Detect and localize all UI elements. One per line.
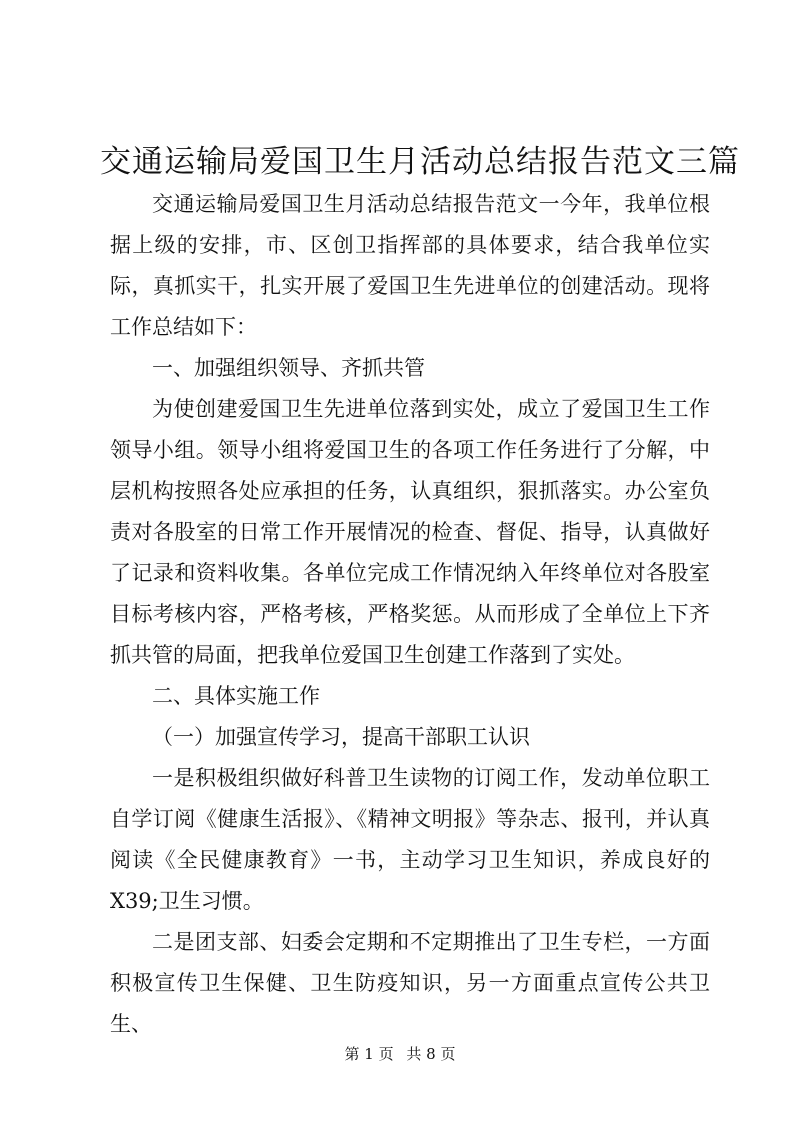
- page-footer: [0, 1044, 800, 1064]
- paragraph-publicity: 二是团支部、妇委会定期和不定期推出了卫生专栏，一方面积极宣传卫生保健、卫生防疫知识，另一方面重点宣传公共卫生、: [110, 930, 710, 1036]
- paragraph-study: 一是积极组织做好科普卫生读物的订阅工作，发动单位职工自学订阅《健康生活报》、《精神文明报》等杂志、报刊，并认真阅读《全民健康教育》一书，主动学习卫生知识，养成良好的X39;卫生习惯。: [110, 766, 710, 913]
- subsection-heading-1: （一）加强宣传学习，提高干部职工认识: [152, 725, 530, 749]
- document-body: [110, 184, 710, 1045]
- page-total: 共 8 页: [406, 1045, 456, 1063]
- section-heading-1: 一、加强组织领导、齐抓共管: [152, 356, 425, 380]
- paragraph-intro: 交通运输局爱国卫生月活动总结报告范文一今年，我单位根据上级的安排，市、区创卫指挥部的具体要求，结合我单位实际，真抓实干，扎实开展了爱国卫生先进单位的创建活动。现将工作总结如下：: [110, 192, 710, 339]
- page-number: 第 1 页: [344, 1045, 394, 1063]
- paragraph-organization: 为使创建爱国卫生先进单位落到实处，成立了爱国卫生工作领导小组。领导小组将爱国卫生的各项工作任务进行了分解，中层机构按照各处应承担的任务，认真组织，狠抓落实。办公室负责对各股室的日常工作开展情况的检查、督促、指导，认真做好了记录和资料收集。各单位完成工作情况纳入年终单位对各股室目标考核内容，严格考核，严格奖惩。从而形成了全单位上下齐抓共管的局面，把我单位爱国卫生创建工作落到了实处。: [110, 397, 710, 667]
- section-heading-2: 二、具体实施工作: [152, 684, 320, 708]
- document-title: 交通运输局爱国卫生月活动总结报告范文三篇: [100, 144, 740, 180]
